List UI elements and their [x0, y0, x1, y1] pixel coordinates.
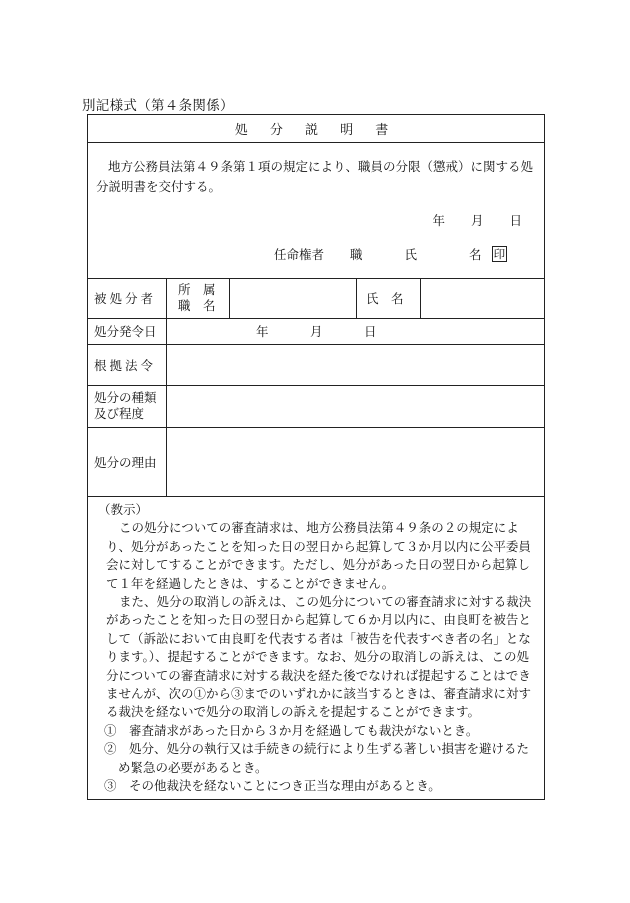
issue-month: 月 [470, 213, 484, 228]
notice-item-2: ② 処分、処分の執行又は手続きの続行により生ずる著しい損害を避けるため緊急の必要があるとき。 [104, 741, 530, 775]
disposition-type-label-2: 及び程度 [94, 406, 145, 421]
order-day-label: 日 [364, 324, 377, 339]
disposition-reason-field[interactable] [167, 428, 545, 495]
disposition-type-field[interactable] [167, 386, 545, 426]
issue-year: 年 [432, 213, 445, 228]
authority-post-label: 職 [350, 247, 363, 262]
appointing-authority [274, 245, 507, 263]
order-date-label: 処分発令日 [94, 324, 157, 339]
form-title: 処 分 説 明 書 [234, 123, 398, 138]
dept-post-field[interactable] [230, 279, 356, 317]
authority-name-label-b: 名 [469, 247, 482, 262]
notice-item-3: ③ その他裁決を経ないことにつき正当な理由があるとき。 [104, 778, 441, 794]
notice-paragraph-1: この処分についての審査請求は、地方公務員法第４９条の２の規定により、処分があったことを知った日の翌日から起算して３か月以内に公平委員会に対してすることができます。ただし、処分があった日の翌日から起算して１年を経過したときは、することができません。 [106, 520, 531, 591]
seal-mark: 印 [493, 247, 506, 261]
name-field[interactable] [421, 279, 545, 317]
authority-name-label-a: 氏 [404, 247, 418, 262]
subject-dept-post [178, 278, 228, 318]
authority-label: 任命権者 [274, 247, 325, 262]
issue-date [432, 211, 522, 229]
issue-day: 日 [509, 213, 522, 228]
appeal-notice [98, 501, 536, 796]
column-divider [356, 278, 357, 318]
legal-basis-label: 根拠法令 [94, 357, 157, 373]
order-year-label: 年 [256, 324, 269, 339]
disposition-explanation-form [87, 114, 545, 800]
legal-basis-field[interactable] [167, 345, 545, 384]
disposition-type-label-1: 処分の種類 [94, 390, 157, 405]
name-label: 氏 名 [366, 291, 404, 306]
intro-text: 地方公務員法第４９条第１項の規定により、職員の分限（懲戒）に関する処分説明書を交付する。 [96, 159, 534, 194]
form-style-label: 別記様式（第４条関係） [82, 98, 234, 114]
subject-label: 被処分者 [94, 291, 157, 306]
divider [88, 142, 544, 143]
divider [88, 496, 544, 497]
disposition-reason-label: 処分の理由 [94, 454, 157, 470]
notice-paragraph-2: また、処分の取消しの訴えは、この処分についての審査請求に対する裁決があったことを知った日の翌日から起算して６か月以内に、由良町を被告として（訴訟において由良町を代表する者は「被告を代表すべき者の名」となります。）、提起することができます。なお、処分の取消しの訴えは、この処分についての審査請求に対する裁決を経た後でなければ提起することはできませんが、次の①から③までのいずれかに該当するときは、審査請求に対する裁決を経ないで処分の取消しの訴えを提起することができます。 [106, 594, 532, 720]
notice-item-1: ① 審査請求があった日から３か月を経過しても裁決がないとき。 [104, 722, 479, 738]
disposition-type-label [94, 385, 166, 427]
post-label: 職 名 [178, 298, 216, 313]
notice-heading: （教示） [98, 502, 149, 517]
order-month-label: 月 [310, 324, 323, 339]
dept-label: 所 属 [178, 282, 216, 297]
